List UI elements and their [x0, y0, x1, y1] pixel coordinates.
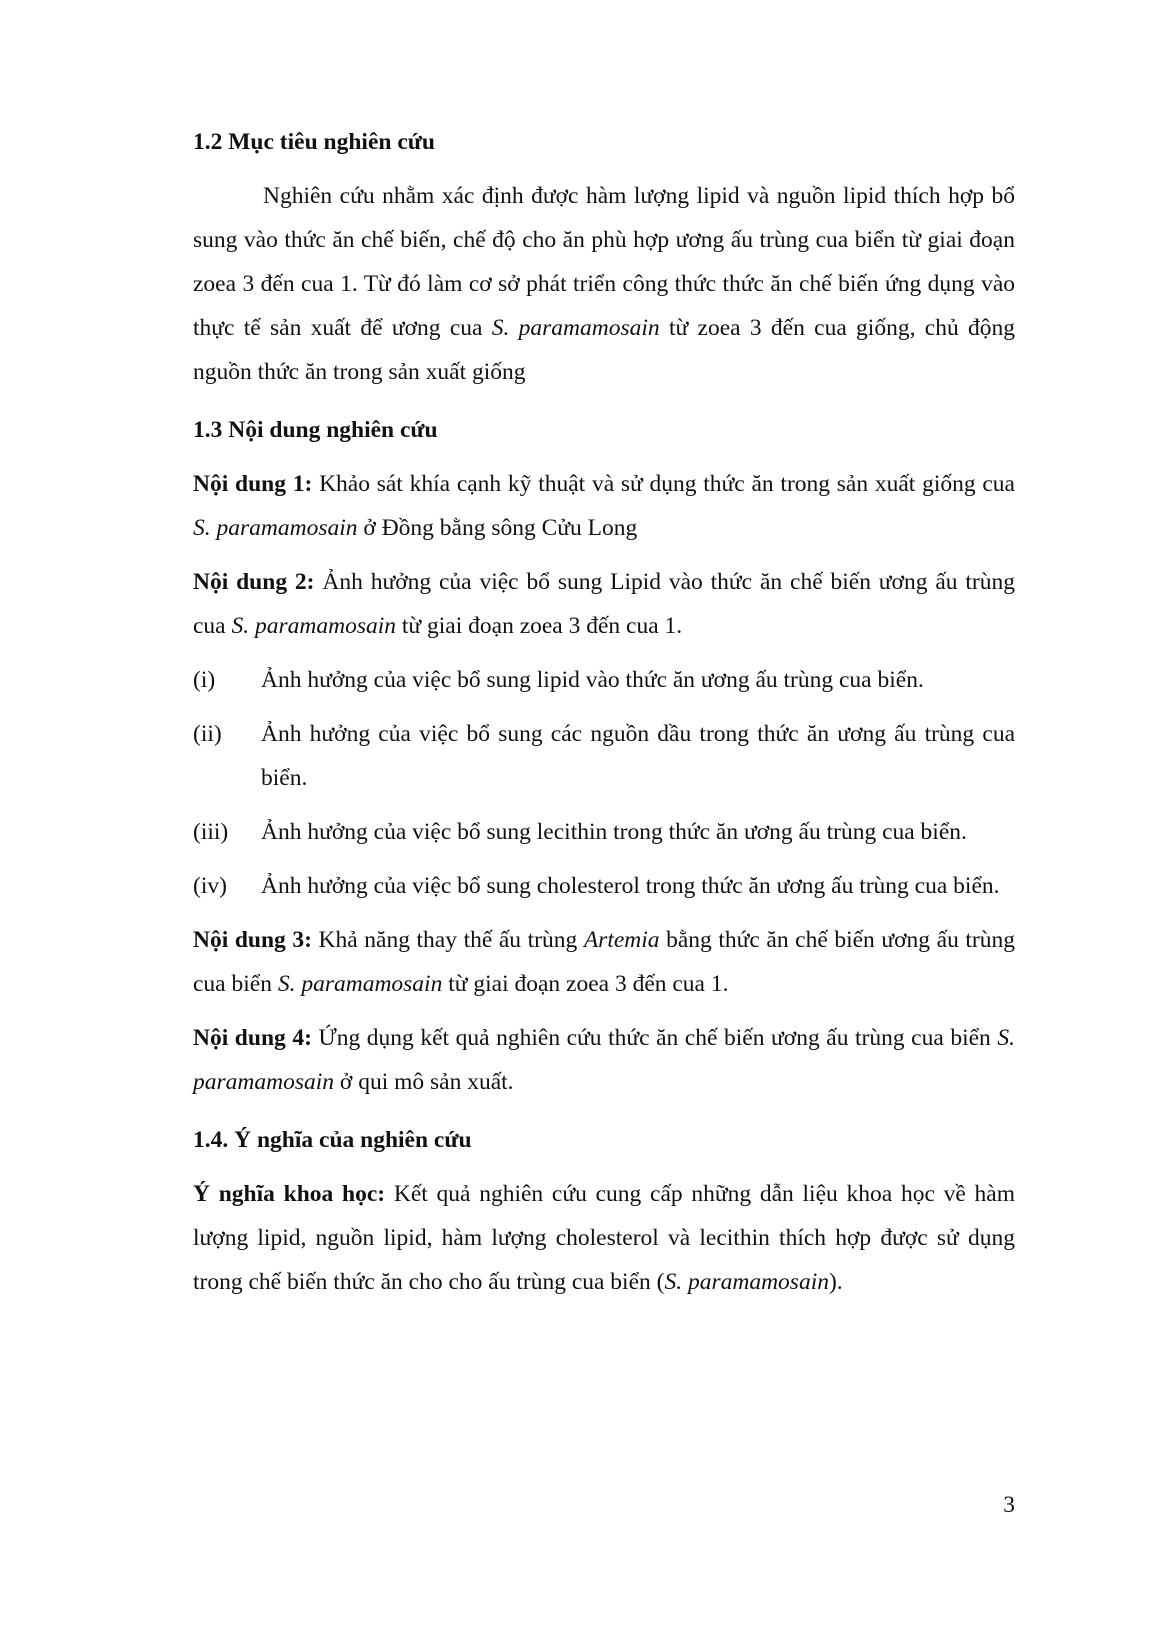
content-label: Nội dung 1: [193, 471, 313, 497]
document-page [193, 120, 1015, 1314]
text-run: Khảo sát khía cạnh kỹ thuật và sử dụng thức ăn trong sản xuất giống cua [312, 471, 1015, 497]
content-3-paragraph [193, 918, 1015, 1006]
species-name: S. paramamosain [491, 315, 660, 341]
content-label: Ý nghĩa khoa học: [193, 1181, 386, 1207]
species-name: S. paramamosain [277, 971, 443, 997]
content-label: Nội dung 2: [193, 569, 315, 595]
species-name: S. paramamosain [193, 515, 358, 541]
list-item [193, 658, 1015, 702]
objectives-paragraph [193, 174, 1015, 394]
list-item-number: (i) [193, 667, 216, 693]
text-run: Ảnh hưởng của việc bổ sung Lipid vào thức ăn chế biến ương ấu trùng cua [193, 569, 1015, 639]
science-significance-paragraph [193, 1172, 1015, 1304]
text-run: từ zoea 3 đến cua giống, chủ động nguồn thức ăn trong sản xuất giống [193, 315, 1015, 385]
content-2-paragraph [193, 560, 1015, 648]
species-name: S. paramamosain [231, 613, 397, 639]
list-item-text: Ảnh hưởng của việc bổ sung các nguồn dầu trong thức ăn ương ấu trùng cua biển. [261, 721, 1015, 791]
list-item-number: (ii) [193, 721, 222, 747]
content-1-paragraph [193, 462, 1015, 550]
section-heading-significance: 1.4. Ý nghĩa của nghiên cứu [193, 1127, 472, 1153]
section-heading-contents: 1.3 Nội dung nghiên cứu [193, 417, 438, 443]
text-run: ở Đồng bằng sông Cửu Long [357, 515, 638, 541]
list-item-text: Ảnh hưởng của việc bổ sung lipid vào thức ăn ương ấu trùng cua biển. [261, 667, 924, 693]
content-label: Nội dung 3: [193, 927, 312, 953]
text-run: Ứng dụng kết quả nghiên cứu thức ăn chế biến ương ấu trùng cua biển [311, 1025, 998, 1051]
text-run: từ giai đoạn zoea 3 đến cua 1. [396, 613, 683, 639]
list-item [193, 712, 1015, 800]
text-run: bằng thức ăn chế biến ương ấu trùng cua biển [193, 927, 1015, 997]
text-run: Kết quả nghiên cứu cung cấp những dẫn liệu khoa học về hàm lượng lipid, nguồn lipid, hàm lượng cholesterol và lecithin thích hợp được sử dụng trong chế biến thức ăn cho cho ấu trùng cua biển ( [193, 1181, 1016, 1295]
species-name: S. paramamosain [193, 1025, 1015, 1095]
page-number: 3 [1003, 1492, 1015, 1518]
genus-name: Artemia [583, 927, 660, 953]
section-heading-objectives: 1.2 Mục tiêu nghiên cứu [193, 129, 435, 155]
text-run: ). [828, 1269, 843, 1295]
content-label: Nội dung 4: [193, 1025, 312, 1051]
list-item [193, 864, 1015, 908]
list-item [193, 810, 1015, 854]
content-4-paragraph [193, 1016, 1015, 1104]
text-run: từ giai đoạn zoea 3 đến cua 1. [442, 971, 729, 997]
list-item-text: Ảnh hưởng của việc bổ sung cholesterol trong thức ăn ương ấu trùng cua biển. [261, 873, 1000, 899]
species-name: S. paramamosain [664, 1269, 829, 1295]
list-item-number: (iii) [193, 819, 229, 845]
text-run: Khả năng thay thế ấu trùng [311, 927, 584, 953]
list-item-text: Ảnh hưởng của việc bổ sung lecithin trong thức ăn ương ấu trùng cua biển. [261, 819, 967, 845]
text-run: ở qui mô sản xuất. [334, 1069, 514, 1095]
text-run: Nghiên cứu nhằm xác định được hàm lượng lipid và nguồn lipid thích hợp bổ sung vào thức ăn chế biến, chế độ cho ăn phù hợp ương ấu trùng cua biển từ giai đoạn zoea 3 đến cua 1. Từ đó làm cơ sở phát triển công thức thức ăn chế biến ứng dụng vào thực tế sản xuất để ương cua [193, 183, 1015, 341]
list-item-number: (iv) [193, 873, 227, 899]
